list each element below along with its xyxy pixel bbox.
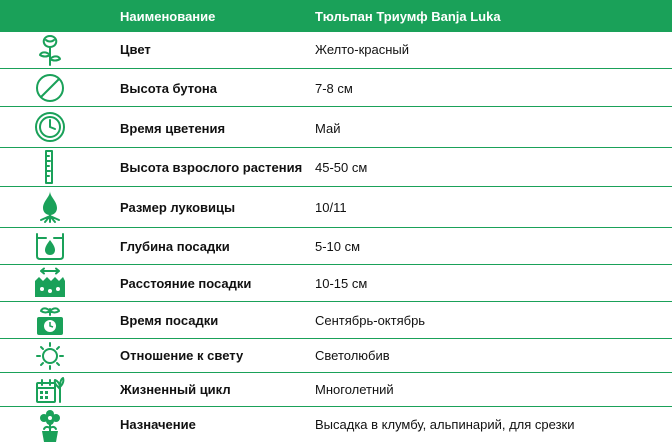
calendar-plant-icon bbox=[0, 373, 100, 406]
row-label: Назначение bbox=[120, 417, 196, 432]
row-value: 45-50 см bbox=[315, 160, 368, 175]
flower-pot-icon bbox=[0, 407, 100, 444]
header-product-column: Тюльпан Триумф Banja Luka bbox=[315, 9, 501, 24]
row-label: Отношение к свету bbox=[120, 348, 244, 363]
row-label: Расстояние посадки bbox=[120, 276, 252, 291]
crossed-circle-icon bbox=[0, 69, 100, 106]
rose-icon bbox=[0, 32, 100, 68]
row-label: Время посадки bbox=[120, 313, 219, 328]
clock-icon bbox=[0, 107, 100, 147]
row-value: 10-15 см bbox=[315, 276, 368, 291]
row-label: Высота взрослого растения bbox=[120, 160, 303, 175]
row-value: 5-10 см bbox=[315, 239, 361, 254]
table-row bbox=[0, 228, 672, 265]
row-label: Размер луковицы bbox=[120, 200, 236, 215]
row-value: Высадка в клумбу, альпинарий, для срезки bbox=[315, 417, 575, 432]
table-row bbox=[0, 69, 672, 107]
row-value: Сентябрь-октябрь bbox=[315, 313, 426, 328]
spacing-icon bbox=[0, 265, 100, 301]
planting-time-icon bbox=[0, 302, 100, 338]
row-value: Май bbox=[315, 121, 341, 136]
table-row bbox=[0, 265, 672, 302]
row-value: 7-8 см bbox=[315, 81, 353, 96]
table-row bbox=[0, 302, 672, 339]
table-row bbox=[0, 32, 672, 69]
table-row bbox=[0, 407, 672, 444]
table-row bbox=[0, 373, 672, 407]
bulb-icon bbox=[0, 187, 100, 227]
header-name-column: Наименование bbox=[120, 9, 216, 24]
table-row bbox=[0, 339, 672, 373]
row-label: Жизненный цикл bbox=[120, 382, 231, 397]
row-value: Светолюбив bbox=[315, 348, 390, 363]
row-label: Глубина посадки bbox=[120, 239, 230, 254]
ruler-icon bbox=[0, 148, 100, 186]
planting-depth-icon bbox=[0, 228, 100, 264]
row-value: Желто-красный bbox=[315, 42, 410, 57]
table-row bbox=[0, 187, 672, 228]
sun-icon bbox=[0, 339, 100, 372]
row-value: 10/11 bbox=[315, 200, 347, 215]
row-label: Цвет bbox=[120, 42, 151, 57]
row-label: Время цветения bbox=[120, 121, 226, 136]
table-header bbox=[0, 0, 672, 32]
row-value: Многолетний bbox=[315, 382, 394, 397]
table-row bbox=[0, 107, 672, 148]
row-label: Высота бутона bbox=[120, 81, 218, 96]
table-row bbox=[0, 148, 672, 187]
